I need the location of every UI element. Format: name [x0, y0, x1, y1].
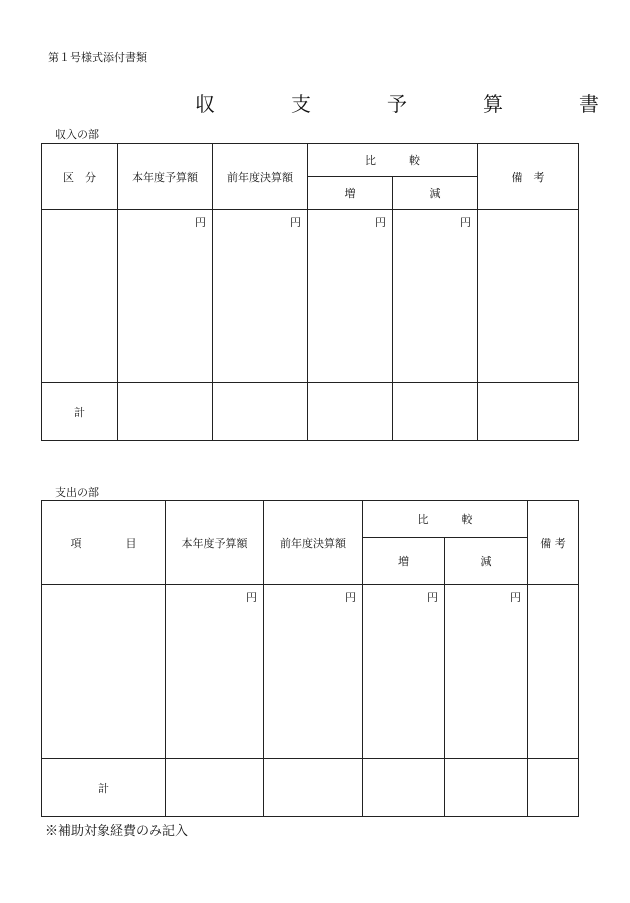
income-header-remarks: 備 考 [478, 144, 579, 210]
income-header-previous-settlement: 前年度決算額 [213, 144, 308, 210]
income-total-remarks[interactable] [478, 383, 579, 441]
income-total-decrease[interactable] [393, 383, 478, 441]
income-header-row [42, 144, 579, 177]
income-previous-settlement-cell[interactable]: 円 [213, 210, 308, 383]
income-total-row [42, 383, 579, 441]
income-decrease-cell[interactable]: 円 [393, 210, 478, 383]
expense-header-increase: 増 [363, 538, 445, 585]
footnote: ※補助対象経費のみ記入 [45, 824, 189, 839]
income-header-current-budget: 本年度予算額 [118, 144, 213, 210]
income-header-category: 区 分 [42, 144, 118, 210]
income-remarks-cell[interactable] [478, 210, 579, 383]
income-increase-cell[interactable]: 円 [308, 210, 393, 383]
income-header-increase: 増 [308, 177, 393, 210]
expense-body-row [42, 585, 579, 759]
expense-previous-settlement-cell[interactable]: 円 [264, 585, 363, 759]
expense-header-row [42, 501, 579, 538]
income-table [41, 143, 579, 441]
document-title: 収 支 予 算 書 [195, 92, 627, 116]
expense-item-cell[interactable] [42, 585, 166, 759]
form-number: 第１号様式添付書類 [48, 51, 147, 64]
expense-total-decrease[interactable] [445, 759, 528, 817]
income-total-previous-settlement[interactable] [213, 383, 308, 441]
expense-total-row [42, 759, 579, 817]
expense-total-label: 計 [42, 759, 166, 817]
income-header-comparison: 比 較 [308, 144, 478, 177]
expense-current-budget-cell[interactable]: 円 [166, 585, 264, 759]
expense-header-remarks: 備 考 [528, 501, 579, 585]
expense-total-current-budget[interactable] [166, 759, 264, 817]
expense-header-decrease: 減 [445, 538, 528, 585]
income-current-budget-cell[interactable]: 円 [118, 210, 213, 383]
expense-total-increase[interactable] [363, 759, 445, 817]
income-total-current-budget[interactable] [118, 383, 213, 441]
expense-header-current-budget: 本年度予算額 [166, 501, 264, 585]
income-total-label: 計 [42, 383, 118, 441]
expense-header-previous-settlement: 前年度決算額 [264, 501, 363, 585]
expense-header-item: 項 目 [42, 501, 166, 585]
expense-total-previous-settlement[interactable] [264, 759, 363, 817]
income-total-increase[interactable] [308, 383, 393, 441]
expense-total-remarks[interactable] [528, 759, 579, 817]
income-section-label: 収入の部 [55, 128, 99, 141]
expense-increase-cell[interactable]: 円 [363, 585, 445, 759]
expense-decrease-cell[interactable]: 円 [445, 585, 528, 759]
income-category-cell[interactable] [42, 210, 118, 383]
expense-section-label: 支出の部 [55, 486, 99, 499]
income-body-row [42, 210, 579, 383]
expense-remarks-cell[interactable] [528, 585, 579, 759]
income-header-decrease: 減 [393, 177, 478, 210]
expense-header-comparison: 比 較 [363, 501, 528, 538]
expense-table [41, 500, 579, 817]
